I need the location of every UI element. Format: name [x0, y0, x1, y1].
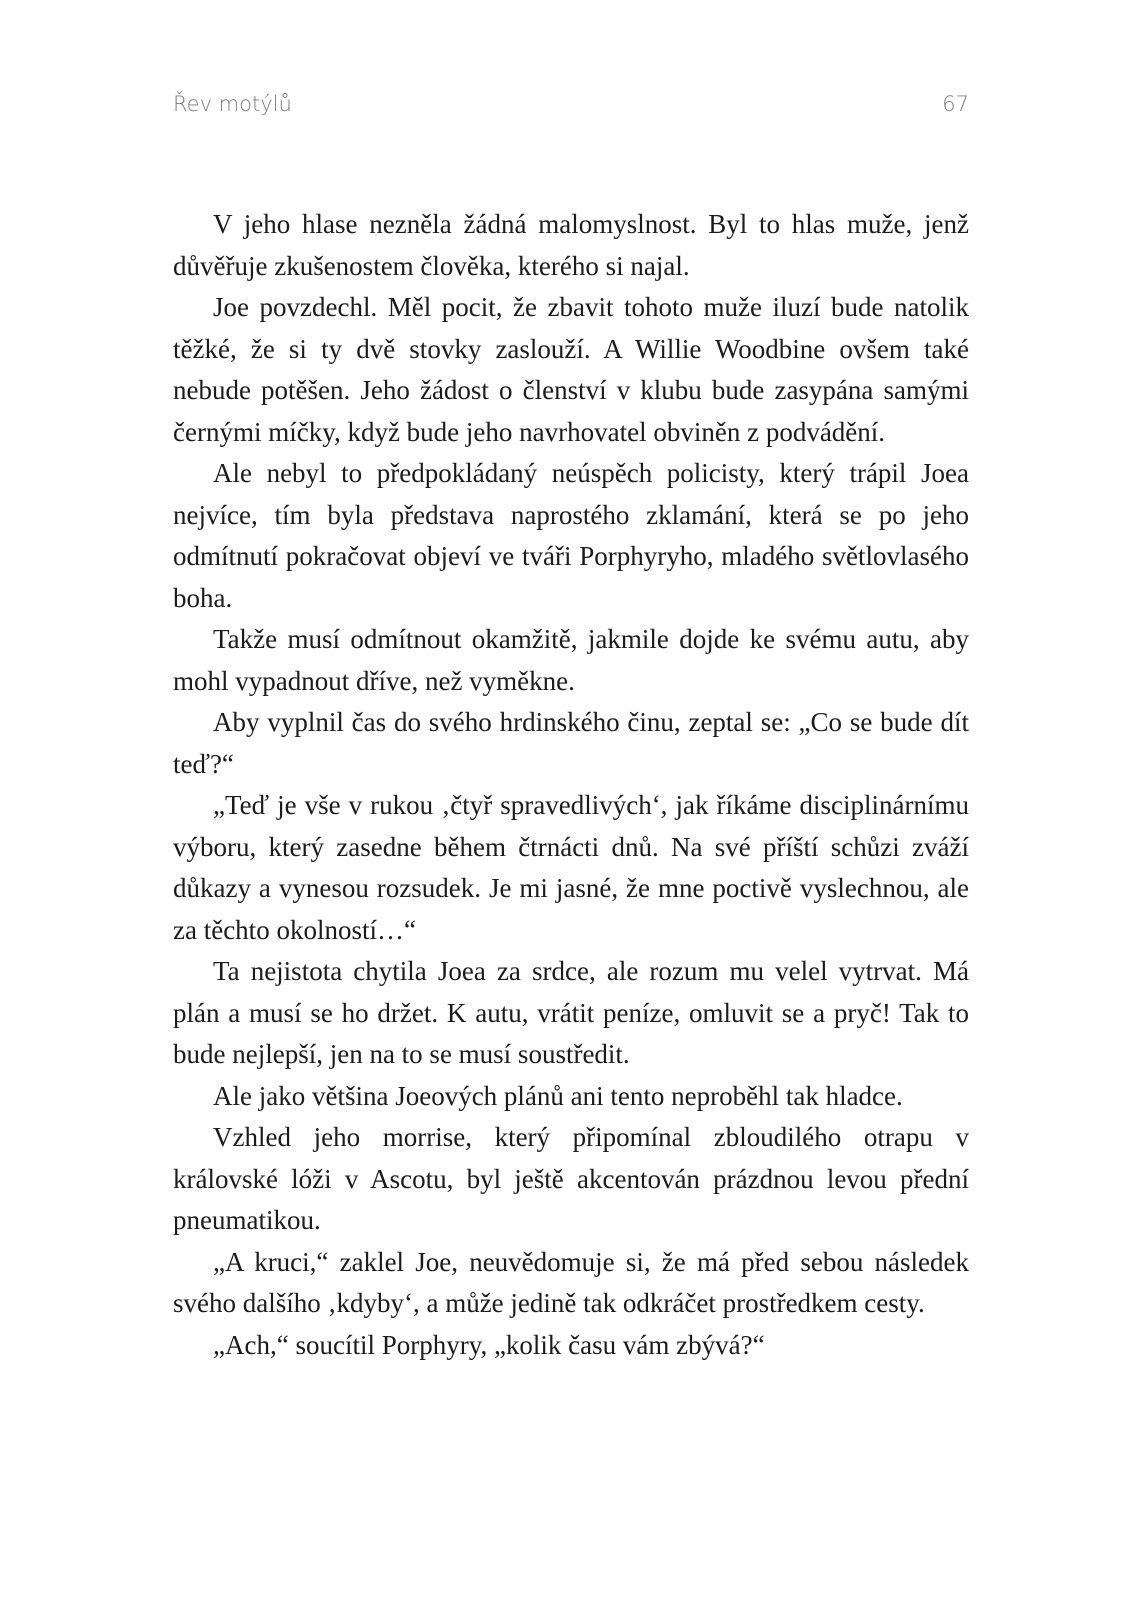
- paragraph: Ta nejistota chytila Joea za srdce, ale rozum mu velel vytrvat. Má plán a musí se ho držet. K autu, vrátit peníze, omluvit se a pryč! Tak to bude nejlepší, jen na to se musí soustředit.: [173, 956, 969, 1069]
- paragraph: Aby vyplnil čas do svého hrdinského činu, zeptal se: „Co se bude dít teď?“: [173, 707, 969, 779]
- book-title: Řev motýlů: [173, 92, 292, 116]
- paragraph: „Ach,“ soucítil Porphyry, „kolik času vám zbývá?“: [213, 1329, 765, 1360]
- paragraph: Ale nebyl to předpokládaný neúspěch policisty, který trápil Joea nejvíce, tím byla představa naprostého zklamání, která se po jeho odmítnutí pokračovat objeví ve tváři Porphyryho, mladého světlovlasého boha.: [173, 458, 969, 613]
- paragraph: Takže musí odmítnout okamžitě, jakmile dojde ke svému autu, aby mohl vypadnout dříve, než vyměkne.: [173, 624, 969, 696]
- paragraph: V jeho hlase nezněla žádná malomyslnost. Byl to hlas muže, jenž důvěřuje zkušenostem člověka, kterého si najal.: [173, 209, 969, 281]
- paragraph: Ale jako většina Joeových plánů ani tento neproběhl tak hladce.: [213, 1080, 903, 1111]
- running-header: [173, 92, 969, 128]
- paragraph: Joe povzdechl. Měl pocit, že zbavit tohoto muže iluzí bude natolik těžké, že si ty dvě stovky zaslouží. A Willie Woodbine ovšem také nebude potěšen. Jeho žádost o členství v klubu bude zasypána samými černými míčky, když bude jeho navrhovatel obviněn z podvádění.: [173, 292, 969, 447]
- paragraph: „A kruci,“ zaklel Joe, neuvědomuje si, že má před sebou následek svého dalšího ‚kdyby‘, a může jedině tak odkráčet prostředkem cesty.: [173, 1246, 969, 1318]
- body-text: [173, 204, 969, 1366]
- paragraph: Vzhled jeho morrise, který připomínal zbloudilého otrapu v královské lóži v Ascotu, byl ještě akcentován prázdnou levou přední pneumatikou.: [173, 1122, 969, 1235]
- paragraph: „Teď je vše v rukou ‚čtyř spravedlivých‘, jak říkáme disciplinárnímu výboru, který zasedne během čtrnácti dnů. Na své příští schůzi zváží důkazy a vynesou rozsudek. Je mi jasné, že mne poctivě vyslechnou, ale za těchto okolností…“: [173, 790, 969, 945]
- page-number: 67: [942, 92, 969, 116]
